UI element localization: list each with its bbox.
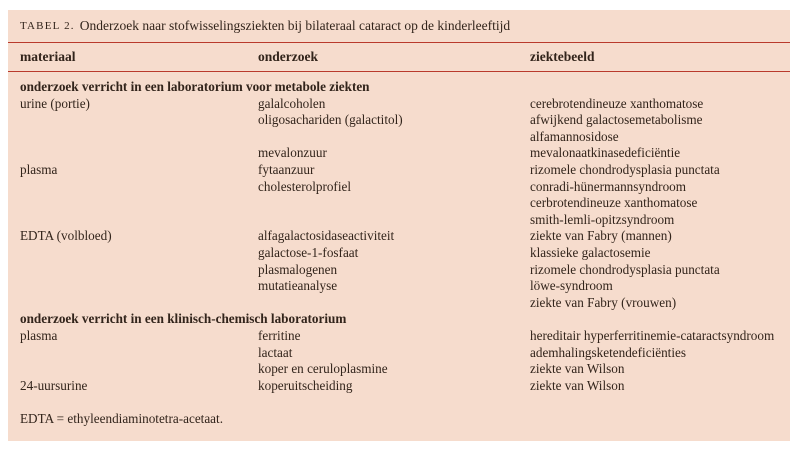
materiaal-cell: urine (portie) — [20, 95, 90, 111]
table-row — [20, 278, 778, 295]
table-row — [20, 262, 778, 279]
table-row — [20, 328, 778, 345]
ziektebeeld-cell: ziekte van Wilson — [530, 377, 625, 393]
onderzoek-cell: ferritine — [258, 327, 301, 343]
ziektebeeld-cell: rizomele chondrodysplasia punctata — [530, 161, 720, 177]
onderzoek-cell: mutatieanalyse — [258, 278, 338, 294]
column-header-onderzoek: onderzoek — [258, 49, 318, 64]
table-row — [20, 295, 778, 312]
table-row — [20, 195, 778, 212]
onderzoek-cell: oligosachariden (galactitol) — [258, 112, 403, 128]
table-panel — [8, 10, 790, 441]
onderzoek-cell: cholesterolprofiel — [258, 178, 352, 194]
table-row — [20, 378, 778, 395]
column-header-materiaal: materiaal — [20, 49, 76, 64]
ziektebeeld-cell: ziekte van Wilson — [530, 361, 625, 377]
table-row — [20, 96, 778, 113]
table-number-label: TABEL 2. — [20, 20, 75, 32]
ziektebeeld-cell: hereditair hyperferritinemie-cataractsyndroom — [530, 327, 775, 343]
ziektebeeld-cell: alfamannosidose — [530, 128, 619, 144]
table-row — [20, 245, 778, 262]
materiaal-cell: EDTA (volbloed) — [20, 228, 112, 244]
onderzoek-cell: galactose-1-fosfaat — [258, 244, 359, 260]
ziektebeeld-cell: smith-lemli-opitzsyndroom — [530, 211, 675, 227]
table-row — [20, 345, 778, 362]
ziektebeeld-cell: ziekte van Fabry (mannen) — [530, 228, 672, 244]
table-body — [8, 72, 790, 427]
table-caption — [8, 10, 790, 42]
ziektebeeld-cell: ademhalingsketendeficiënties — [530, 344, 686, 360]
ziektebeeld-cell: afwijkend galactosemetabolisme — [530, 112, 703, 128]
table-title: Onderzoek naar stofwisselingsziekten bij bilateraal cataract op de kinderleeftijd — [79, 18, 511, 33]
table-row — [20, 179, 778, 196]
table-row — [20, 162, 778, 179]
onderzoek-cell: plasmalogenen — [258, 261, 338, 277]
ziektebeeld-cell: rizomele chondrodysplasia punctata — [530, 261, 720, 277]
onderzoek-cell: lactaat — [258, 344, 293, 360]
onderzoek-cell: galalcoholen — [258, 95, 326, 111]
table-row — [20, 228, 778, 245]
materiaal-cell: 24-uursurine — [20, 377, 88, 393]
table-row — [20, 112, 778, 129]
table-row — [20, 129, 778, 146]
materiaal-cell: plasma — [20, 161, 58, 177]
ziektebeeld-cell: klassieke galactosemie — [530, 244, 651, 260]
ziektebeeld-cell: conradi-hünermannsyndroom — [530, 178, 687, 194]
column-header-row — [8, 43, 790, 71]
ziektebeeld-cell: löwe-syndroom — [530, 278, 613, 294]
onderzoek-cell: koper en ceruloplasmine — [258, 361, 388, 377]
section-header: onderzoek verricht in een klinisch-chemisch laboratorium — [20, 311, 347, 327]
ziektebeeld-cell: mevalonaatkinasedeficiëntie — [530, 145, 681, 161]
column-header-ziektebeeld: ziektebeeld — [530, 49, 595, 64]
ziektebeeld-cell: cerbrotendineuze xanthomatose — [530, 195, 698, 211]
materiaal-cell: plasma — [20, 327, 58, 343]
table-row — [20, 145, 778, 162]
onderzoek-cell: fytaanzuur — [258, 161, 315, 177]
table-row — [20, 212, 778, 229]
table-row — [20, 361, 778, 378]
onderzoek-cell: koperuitscheiding — [258, 377, 353, 393]
ziektebeeld-cell: ziekte van Fabry (vrouwen) — [530, 294, 677, 310]
onderzoek-cell: mevalonzuur — [258, 145, 327, 161]
ziektebeeld-cell: cerebrotendineuze xanthomatose — [530, 95, 704, 111]
onderzoek-cell: alfagalactosidaseactiviteit — [258, 228, 395, 244]
footnote: EDTA = ethyleendiaminotetra-acetaat. — [20, 410, 224, 426]
section-header: onderzoek verricht in een laboratorium voor metabole ziekten — [20, 79, 370, 94]
